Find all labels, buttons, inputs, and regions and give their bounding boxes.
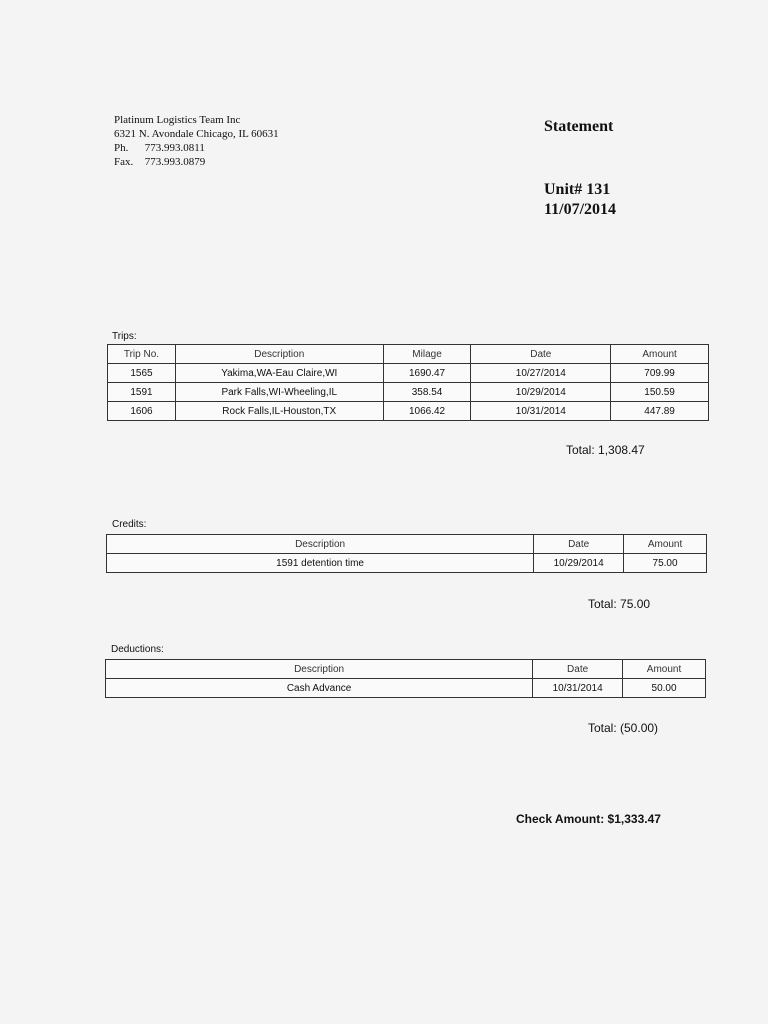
company-phone	[114, 141, 279, 155]
credit-date: 10/29/2014	[534, 554, 624, 573]
credits-label: Credits:	[112, 519, 147, 530]
column-header: Date	[471, 345, 611, 364]
trip-milage: 1066.42	[383, 402, 471, 421]
credit-description: 1591 detention time	[107, 554, 534, 573]
table-row	[108, 364, 709, 383]
trip-milage: 358.54	[383, 383, 471, 402]
statement-unit-block	[544, 180, 616, 220]
trip-amount: 150.59	[611, 383, 709, 402]
column-header: Description	[107, 535, 534, 554]
statement-title: Statement	[544, 118, 614, 135]
deductions-label: Deductions:	[111, 644, 164, 655]
column-header: Description	[175, 345, 383, 364]
deductions-total: Total: (50.00)	[588, 721, 659, 735]
trips-header-row	[108, 345, 709, 364]
trip-amount: 709.99	[611, 364, 709, 383]
trip-amount: 447.89	[611, 402, 709, 421]
column-header: Amount	[611, 345, 709, 364]
deduction-date: 10/31/2014	[533, 679, 623, 698]
trip-description: Rock Falls,IL-Houston,TX	[175, 402, 383, 421]
trip-number: 1565	[108, 364, 176, 383]
company-name: Platinum Logistics Team Inc	[114, 114, 241, 126]
credits-header-row	[107, 535, 707, 554]
column-header: Amount	[623, 660, 706, 679]
company-fax	[114, 155, 279, 169]
trip-milage: 1690.47	[383, 364, 471, 383]
column-header: Milage	[383, 345, 471, 364]
fax-number: 773.993.0879	[144, 156, 206, 168]
statement-date: 11/07/2014	[544, 201, 617, 218]
trips-table	[107, 344, 709, 421]
unit-number: Unit# 131	[544, 181, 611, 198]
company-info	[114, 113, 279, 169]
column-header: Description	[106, 660, 533, 679]
trip-number: 1606	[108, 402, 176, 421]
trip-description: Park Falls,WI-Wheeling,IL	[175, 383, 383, 402]
fax-label: Fax.	[114, 156, 134, 168]
deductions-header-row	[106, 660, 706, 679]
company-address: 6321 N. Avondale Chicago, IL 60631	[114, 128, 279, 140]
table-row	[107, 554, 707, 573]
trip-date: 10/27/2014	[471, 364, 611, 383]
credits-table	[106, 534, 707, 573]
column-header: Amount	[624, 535, 707, 554]
column-header: Date	[534, 535, 624, 554]
trip-number: 1591	[108, 383, 176, 402]
column-header: Trip No.	[108, 345, 176, 364]
deduction-amount: 50.00	[623, 679, 706, 698]
deductions-table	[105, 659, 706, 698]
trip-description: Yakima,WA-Eau Claire,WI	[175, 364, 383, 383]
trip-date: 10/29/2014	[471, 383, 611, 402]
phone-number: 773.993.0811	[144, 142, 205, 154]
table-row	[106, 679, 706, 698]
trips-total: Total: 1,308.47	[566, 443, 645, 457]
credits-total: Total: 75.00	[588, 597, 651, 611]
deduction-description: Cash Advance	[106, 679, 533, 698]
trip-date: 10/31/2014	[471, 402, 611, 421]
check-amount: Check Amount: $1,333.47	[516, 812, 661, 826]
trips-label: Trips:	[112, 331, 137, 342]
phone-label: Ph.	[114, 142, 129, 154]
column-header: Date	[533, 660, 623, 679]
table-row	[108, 402, 709, 421]
table-row	[108, 383, 709, 402]
credit-amount: 75.00	[624, 554, 707, 573]
